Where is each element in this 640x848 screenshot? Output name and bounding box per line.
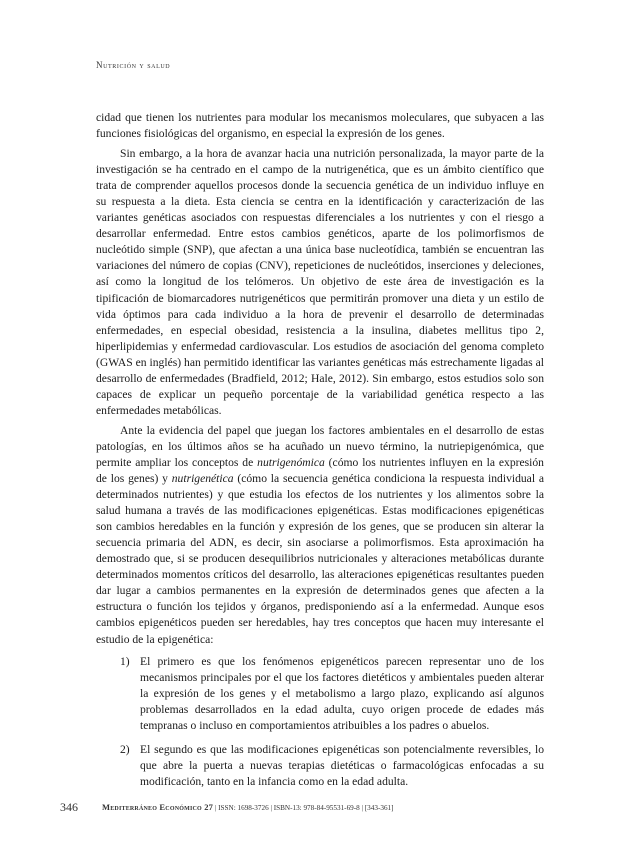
journal-title: Mediterráneo Económico 27 <box>102 802 214 812</box>
paragraph-1: cidad que tienen los nutrientes para modular los mecanismos moleculares, que subyacen a las funciones fisiológicas del organismo, en especial la expresión de los genes. <box>96 111 544 141</box>
list-item <box>96 654 544 734</box>
body-text <box>96 110 544 798</box>
paragraph-3-part-2: (cómo los nutrientes influyen en la expresión de los genes) y <box>96 455 544 486</box>
publication-identifiers: | ISSN: 1698-3726 | ISBN-13: 978-84-95531-69-8 | [343-361] <box>213 804 394 812</box>
list-item <box>96 742 544 790</box>
term-nutrigenomica: nutrigenómica <box>257 455 325 469</box>
list-text: El primero es que los fenómenos epigenéticos parecen representar uno de los mecanismos principales por el que los factores dietéticos y ambientales pueden alterar la expresión de los genes y el metabolismo a largo plazo, explicando así algunos problemas desarrollados en la edad adulta, cuyo origen procede de edades más tempranas o incluso en comportamientos atribuibles a los padres o abuelos. <box>140 654 544 732</box>
term-nutrigenetica: nutrigenética <box>171 472 234 486</box>
running-header: Nutrición y salud <box>96 60 171 70</box>
list-number: 2) <box>120 742 130 756</box>
list-text: El segundo es que las modificaciones epigenéticas son potencialmente reversibles, lo que abre la puerta a nuevas terapias dietéticas o farmacológicas enfocadas a su modificación, tanto en la infancia como en la edad adulta. <box>140 742 544 788</box>
page-number: 346 <box>60 800 78 814</box>
numbered-list <box>96 654 544 790</box>
paragraph-2: Sin embargo, a la hora de avanzar hacia una nutrición personalizada, la mayor parte de la investigación se ha centrado en el campo de la nutrigenética, que es un ámbito científico que trata de comprender aquellos procesos donde la secuencia genética de un individuo influye en su respuesta a la dieta. Esta ciencia se centra en la identificación y caracterización de las variantes genéticas asociados con respuestas diferenciales a los nutrientes y con el riesgo a desarrollar enfermedad. Entre estos cambios genéticos, aparte de los polimorfismos de nucleótido simple (SNP), que afectan a una única base nucleotídica, también se encuentran las variaciones del número de copias (CNV), repeticiones de nucleótidos, inserciones y deleciones, así como la longitud de los telómeros. Un objetivo de este área de investigación es la tipificación de biomarcadores nutrigenéticos que permitirán promover una dieta y un estilo de vida óptimos para cada individuo a la hora de prevenir el desarrollo de determinadas enfermedades, en especial obesidad, resistencia a la insulina, diabetes mellitus tipo 2, hiperlipidemias y enfermedad cardiovascular. Los estudios de asociación del genoma completo (GWAS en inglés) han permitido identificar las variantes genéticas más estrechamente ligadas al desarrollo de enfermedades (Bradfield, 2012; Hale, 2012). Sin embargo, estos estudios solo son capaces de explicar un pequeño porcentaje de la variabilidad genética respecto a las enfermedades metabólicas. <box>96 147 544 417</box>
page-footer <box>60 800 560 815</box>
list-number: 1) <box>120 654 130 668</box>
paragraph-3 <box>96 423 544 648</box>
paragraph-3-part-1: Ante la evidencia del papel que juegan los factores ambientales en el desarrollo de estas patologías, en los últimos años se ha acuñado un nuevo término, la nutriepigenómica, que permite ampliar los conceptos de <box>96 423 544 469</box>
paragraph-3-part-3: (cómo la secuencia genética condiciona la respuesta individual a determinados nutrientes) y que estudia los efectos de los nutrientes y los alimentos sobre la salud humana a través de las modificaciones epigenéticas. Estas modificaciones epigenéticas son cambios heredables en la función y expresión de los genes, que se producen sin alterar la secuencia primaria del ADN, es decir, sin asociarse a polimorfismos. Esta aproximación ha demostrado que, si se producen desequilibrios nutricionales y alteraciones metabólicas durante determinados momentos críticos del desarrollo, las alteraciones epigenéticas resultantes pueden dar lugar a cambios permanentes en la expresión de determinados genes que afecten a la estructura o función los tejidos y órganos, predisponiendo así a la enfermedad. Aunque esos cambios epigenéticos pueden ser heredables, hay tres conceptos que hacen muy interesante el estudio de la epigenética: <box>96 472 544 646</box>
